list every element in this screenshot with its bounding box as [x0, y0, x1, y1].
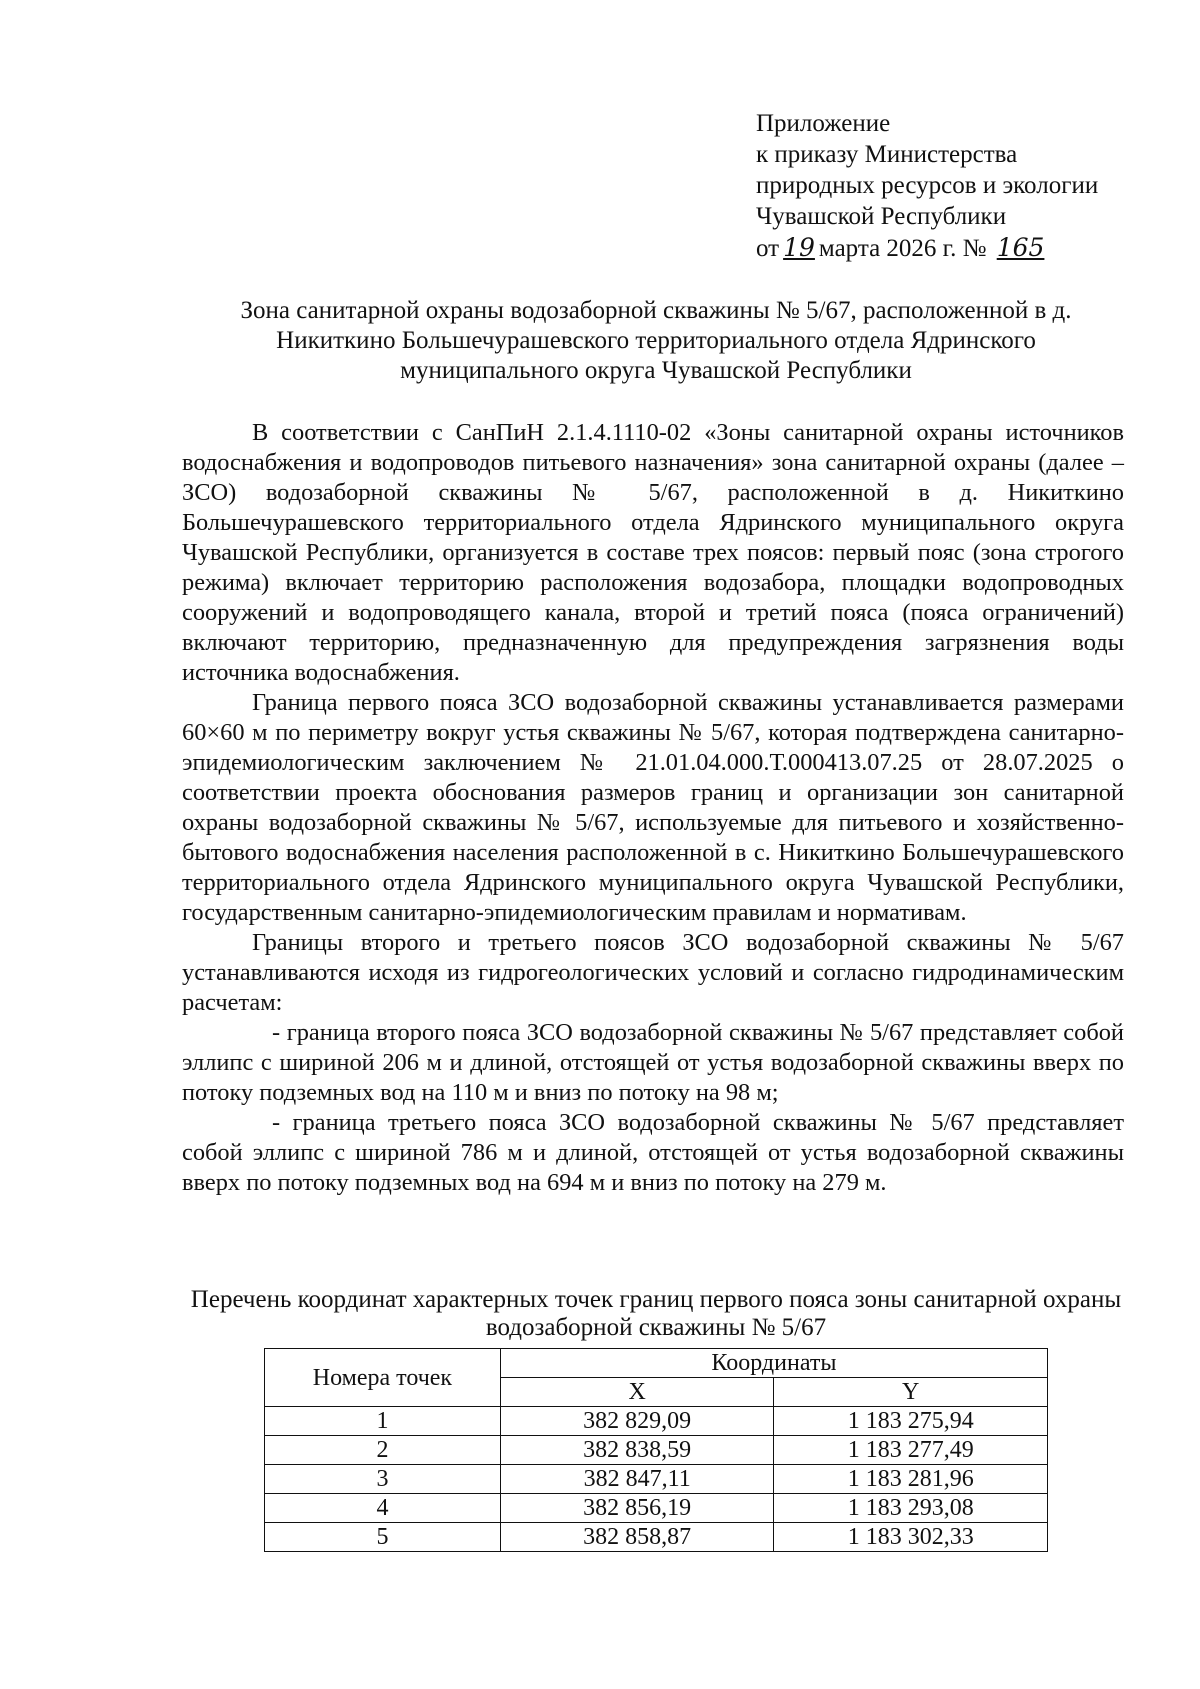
list-item: - граница третьего пояса ЗСО водозаборной скважины № 5/67 представляет собой эллипс с шириной 786 м и длиной, отстоящей от устья водозаборной скважины вверх по потоку подземных вод на 694 м и вниз по потоку на 279 м. — [182, 1109, 1124, 1196]
cell-y: 1 183 281,96 — [774, 1465, 1048, 1494]
cell-y: 1 183 302,33 — [774, 1523, 1048, 1552]
cell-y: 1 183 275,94 — [774, 1407, 1048, 1436]
table-row — [265, 1465, 1048, 1494]
document-title: Зона санитарной охраны водозаборной скважины № 5/67, расположенной в д. Никиткино Большечурашевского территориального отдела Ядринского муниципального округа Чувашской Республики — [240, 297, 1072, 384]
cell-y: 1 183 277,49 — [774, 1436, 1048, 1465]
appendix-header — [756, 108, 1098, 264]
handwritten-order-number: 165 — [996, 233, 1045, 262]
table-row — [265, 1494, 1048, 1523]
document-body — [182, 418, 1124, 1198]
coordinates-table — [264, 1348, 1048, 1552]
header-coordinates: Координаты — [500, 1349, 1047, 1378]
cell-point-number: 5 — [265, 1523, 501, 1552]
header-y: Y — [774, 1378, 1048, 1407]
handwritten-day: 19 — [783, 233, 815, 262]
cell-x: 382 847,11 — [500, 1465, 774, 1494]
paragraph: Граница первого пояса ЗСО водозаборной скважины устанавливается размерами 60×60 м по периметру вокруг устья скважины № 5/67, которая подтверждена санитарно-эпидемиологическим заключением № 21.01.04.000.Т.000413.07.25 от 28.07.2025 о соответствии проекта обоснования размеров границ и организации зон санитарной охраны водозаборной скважины № 5/67, используемые для питьевого и хозяйственно-бытового водоснабжения населения расположенной в с. Никиткино Большечурашевского территориального отдела Ядринского муниципального округа Чувашской Республики, государственным санитарно-эпидемиологическим правилам и нормативам. — [182, 689, 1124, 926]
header-date-line — [756, 232, 1098, 264]
date-rest: марта 2026 г. № — [818, 235, 987, 262]
header-line: Приложение — [756, 110, 891, 137]
header-x: X — [500, 1378, 774, 1407]
header-points: Номера точек — [265, 1349, 501, 1407]
paragraph: В соответствии с СанПиН 2.1.4.1110-02 «Зоны санитарной охраны источников водоснабжения и водопроводов питьевого назначения» зона санитарной охраны (далее – ЗСО) водозаборной скважины № 5/67, расположенной в д. Никиткино Большечурашевского территориального отдела Ядринского муниципального округа Чувашской Республики, организуется в составе трех поясов: первый пояс (зона строгого режима) включает территорию расположения водозабора, площадки водопроводных сооружений и водопроводящего канала, второй и третий пояса (пояса ограничений) включают территорию, предназначенную для предупреждения загрязнения воды источника водоснабжения. — [182, 419, 1124, 686]
cell-point-number: 3 — [265, 1465, 501, 1494]
cell-y: 1 183 293,08 — [774, 1494, 1048, 1523]
table-title: Перечень координат характерных точек границ первого пояса зоны санитарной охраны водозаборной скважины № 5/67 — [190, 1286, 1122, 1341]
table-row — [265, 1436, 1048, 1465]
header-line: к приказу Министерства — [756, 141, 1018, 168]
cell-point-number: 4 — [265, 1494, 501, 1523]
cell-x: 382 858,87 — [500, 1523, 774, 1552]
date-prefix: от — [756, 235, 780, 262]
cell-x: 382 838,59 — [500, 1436, 774, 1465]
header-line: природных ресурсов и экологии — [756, 172, 1099, 199]
cell-x: 382 829,09 — [500, 1407, 774, 1436]
paragraph: Границы второго и третьего поясов ЗСО водозаборной скважины № 5/67 устанавливаются исходя из гидрогеологических условий и согласно гидродинамическим расчетам: — [182, 929, 1124, 1016]
list-item: - граница второго пояса ЗСО водозаборной скважины № 5/67 представляет собой эллипс с шириной 206 м и длиной, отстоящей от устья водозаборной скважины вверх по потоку подземных вод на 110 м и вниз по потоку на 98 м; — [182, 1019, 1124, 1106]
table-row — [265, 1523, 1048, 1552]
cell-point-number: 2 — [265, 1436, 501, 1465]
header-line: Чувашской Республики — [756, 203, 1007, 230]
table-row — [265, 1407, 1048, 1436]
cell-x: 382 856,19 — [500, 1494, 774, 1523]
cell-point-number: 1 — [265, 1407, 501, 1436]
table-header-row — [265, 1349, 1048, 1378]
